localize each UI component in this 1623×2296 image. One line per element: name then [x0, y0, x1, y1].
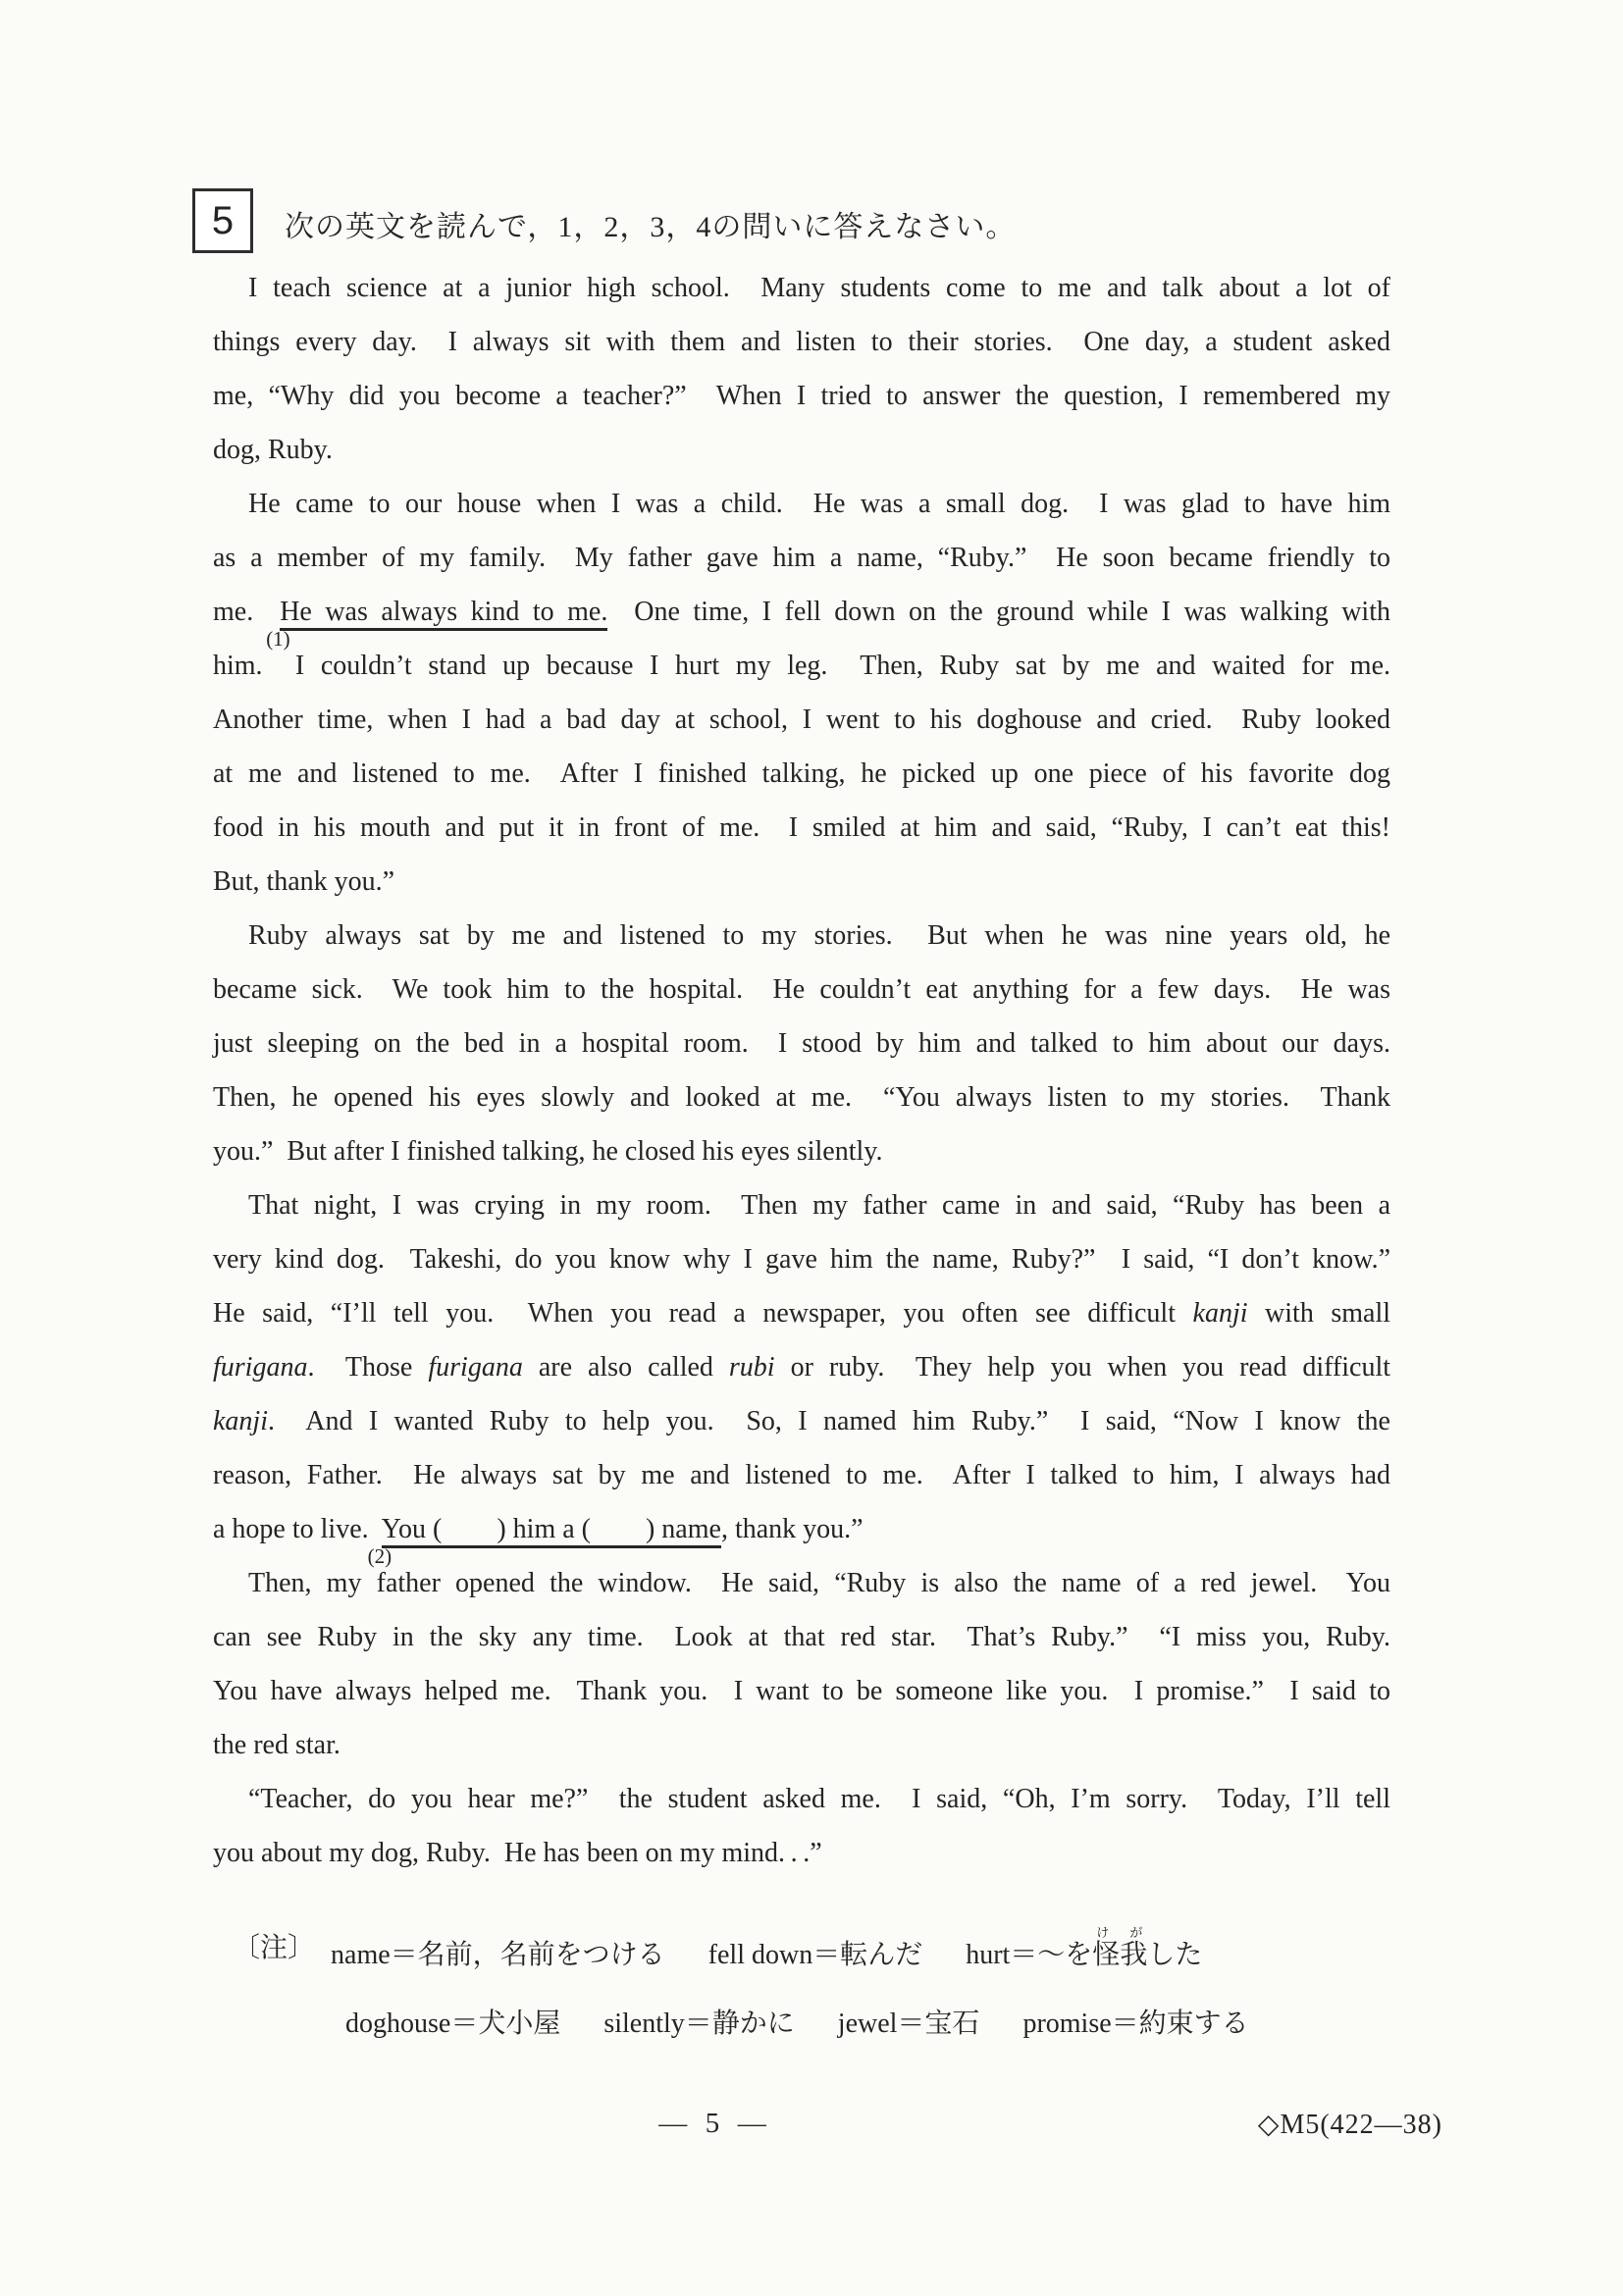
- text-segment: furigana: [428, 1352, 523, 1383]
- text-segment: Ruby always sat by me and listened to my stories. But when he was nine years old, he: [248, 920, 1390, 951]
- text-segment: at me and listened to me. After I finished talking, he picked up one piece of his favorite dog: [213, 758, 1390, 789]
- text-segment: . And I wanted Ruby to help you. So, I named him Ruby.” I said, “Now I know the: [268, 1406, 1390, 1436]
- underline-marker: (2): [367, 1544, 393, 1568]
- text-segment: things every day. I always sit with them and listen to their stories. One day, a student asked: [213, 327, 1390, 357]
- passage-line: [213, 1070, 1390, 1124]
- text-segment: That night, I was crying in my room. Then my father came in and said, “Ruby has been a: [248, 1190, 1390, 1221]
- passage-line: [213, 423, 1390, 477]
- text-segment: rubi: [728, 1352, 775, 1383]
- text-segment: Then, my father opened the window. He said, “Ruby is also the name of a red jewel. You: [248, 1568, 1390, 1598]
- note-lines: [331, 1925, 1249, 2069]
- passage: [213, 261, 1390, 1880]
- passage-line: [213, 693, 1390, 747]
- text-segment: . Those: [307, 1352, 429, 1383]
- text-segment: him. I couldn’t stand up because I hurt my leg. Then, Ruby sat by me and waited for me.: [213, 651, 1390, 681]
- underlined-phrase: He was always kind to me. (1): [266, 597, 608, 651]
- text-segment: furigana: [213, 1352, 308, 1383]
- passage-line: [213, 639, 1390, 693]
- passage-line: [213, 1610, 1390, 1664]
- passage-line: [213, 1718, 1390, 1772]
- text-segment: became sick. We took him to the hospital. He couldn’t eat anything for a few days. He was: [213, 974, 1390, 1005]
- note-entry: hurt＝〜を怪我け がした: [966, 1925, 1203, 1970]
- notes-section: [233, 1925, 1249, 2069]
- passage-line: [213, 531, 1390, 585]
- text-segment: as a member of my family. My father gave him a name, “Ruby.” He soon became friendly to: [213, 543, 1390, 573]
- text-segment: just sleeping on the bed in a hospital room. I stood by him and talked to him about our days.: [213, 1028, 1390, 1059]
- note-entry: doghouse＝犬小屋: [345, 2009, 561, 2039]
- passage-line: [213, 1340, 1390, 1394]
- text-segment: you about my dog, Ruby. He has been on my mind. . .”: [213, 1838, 822, 1868]
- passage-line: [213, 747, 1390, 801]
- text-segment: He said, “I’ll tell you. When you read a newspaper, you often see difficult: [213, 1298, 1193, 1329]
- text-segment: I teach science at a junior high school. Many students come to me and talk about a lot of: [248, 273, 1390, 303]
- text-segment: Another time, when I had a bad day at school, I went to his doghouse and cried. Ruby looked: [213, 704, 1390, 735]
- passage-line: [213, 801, 1390, 855]
- text-segment: food in his mouth and put it in front of me. I smiled at him and said, “Ruby, I can’t eat this!: [213, 812, 1390, 843]
- note-entry: name＝名前，名前をつける: [331, 1940, 665, 1970]
- note-entry: jewel＝宝石: [837, 2009, 980, 2039]
- passage-line: [213, 1502, 1390, 1568]
- note-entry: fell down＝転んだ: [707, 1940, 923, 1970]
- text-segment: One time, I fell down on the ground while I was walking with: [607, 597, 1390, 627]
- question-number-box: [192, 188, 253, 253]
- text-segment: , thank you.”: [720, 1514, 864, 1544]
- document-code: ◇M5(422—38): [1257, 2110, 1442, 2140]
- passage-line: [213, 963, 1390, 1017]
- text-segment: you.” But after I finished talking, he closed his eyes silently.: [213, 1136, 883, 1167]
- note-line: [331, 1925, 1249, 1979]
- text-segment: “Teacher, do you hear me?” the student asked me. I said, “Oh, I’m sorry. Today, I’ll tell: [248, 1784, 1390, 1814]
- passage-line: [213, 1664, 1390, 1718]
- text-segment: are also called: [522, 1352, 729, 1383]
- passage-line: [213, 855, 1390, 909]
- passage-line: [213, 477, 1390, 531]
- text-segment: But, thank you.”: [213, 866, 395, 897]
- passage-line: [213, 1826, 1390, 1880]
- notes-label: 〔注〕: [233, 1933, 316, 1963]
- passage-line: [213, 315, 1390, 369]
- note-entry: silently＝静かに: [603, 2009, 795, 2039]
- passage-line: [213, 1124, 1390, 1178]
- passage-line: [213, 1394, 1390, 1448]
- text-segment: me.: [213, 597, 281, 627]
- ruby-annotation: 怪我け が: [1092, 1925, 1148, 1970]
- text-segment: reason, Father. He always sat by me and listened to me. After I talked to him, I always had: [213, 1460, 1390, 1490]
- passage-line: [213, 1178, 1390, 1232]
- underline-marker: (1): [266, 627, 290, 651]
- text-segment: with small: [1247, 1298, 1390, 1329]
- passage-line: [213, 1772, 1390, 1826]
- passage-line: [213, 1232, 1390, 1286]
- text-segment: kanji: [1192, 1298, 1248, 1329]
- text-segment: the red star.: [213, 1730, 340, 1760]
- text-segment: He came to our house when I was a child. He was a small dog. I was glad to have him: [248, 489, 1390, 519]
- text-segment: a hope to live.: [213, 1514, 382, 1544]
- passage-line: [213, 369, 1390, 423]
- passage-line: [213, 1286, 1390, 1340]
- text-segment: very kind dog. Takeshi, do you know why I gave him the name, Ruby?” I said, “I don’t know.”: [213, 1244, 1390, 1275]
- text-segment: can see Ruby in the sky any time. Look at that red star. That’s Ruby.” “I miss you, Ruby.: [213, 1622, 1390, 1652]
- passage-line: [213, 909, 1390, 963]
- passage-line: [213, 1448, 1390, 1502]
- text-segment: Then, he opened his eyes slowly and looked at me. “You always listen to my stories. Thank: [213, 1082, 1390, 1113]
- underlined-phrase: You ( ) him a ( ) name (2): [367, 1514, 721, 1568]
- page-number: — 5 —: [658, 2108, 768, 2139]
- text-segment: me, “Why did you become a teacher?” When I tried to answer the question, I remembered my: [213, 381, 1390, 411]
- text-segment: dog, Ruby.: [213, 435, 333, 465]
- instruction-text: 次の英文を読んで，1，2，3，4の問いに答えなさい。: [285, 211, 1017, 243]
- text-segment: kanji: [213, 1406, 268, 1436]
- text-segment: You have always helped me. Thank you. I want to be someone like you. I promise.” I said to: [213, 1676, 1390, 1706]
- passage-line: [213, 261, 1390, 315]
- passage-line: [213, 585, 1390, 651]
- note-entry: promise＝約束する: [1022, 2009, 1249, 2039]
- note-line: [345, 2001, 1249, 2048]
- passage-line: [213, 1017, 1390, 1070]
- text-segment: or ruby. They help you when you read difficult: [774, 1352, 1391, 1383]
- question-number: 5: [211, 199, 235, 242]
